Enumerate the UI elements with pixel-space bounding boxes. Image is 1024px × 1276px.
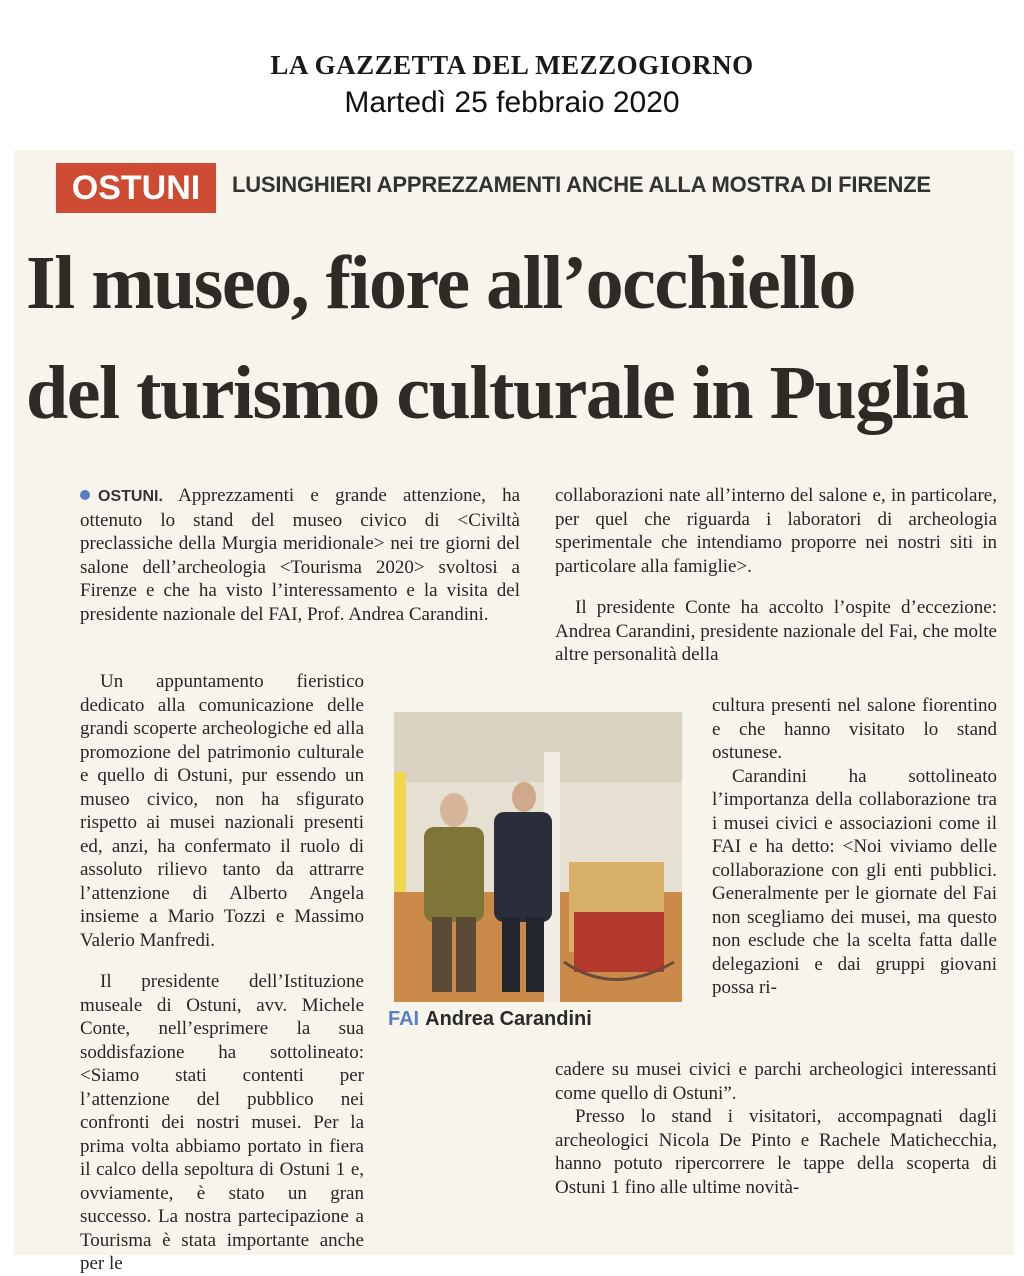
photo-caption bbox=[388, 1008, 592, 1031]
paragraph-3: Il presidente dell’Istituzione museale di Ostuni, avv. Michele Conte, nell’esprimere la sua soddisfazione ha sottolineato: <Siamo stati contenti per l’attenzione del pubblico nei confronti dei nostri musei. Per la prima volta abbiamo portato in fiera il calco della sepoltura di Ostuni 1 e, ovviamente, è stato un gran successo. La nostra partecipazione a Tourisma è stata importante anche per le bbox=[80, 971, 364, 1274]
paragraph-5: Carandini ha sottolineato l’importanza della collaborazione tra i musei civici e associazioni come il FAI e ha detto: <Noi viviamo delle collaborazione con gli enti pubblici. Generalmente per le giornate del Fai non scegliamo dei musei, ma questo non esclude che la scelta fatta dalle delegazioni e dai gruppi giovani possa ri- bbox=[712, 765, 997, 998]
paragraph-1 bbox=[80, 484, 520, 626]
column-left-narrow bbox=[80, 670, 364, 1276]
section-tag: OSTUNI bbox=[56, 163, 216, 213]
column-left-top bbox=[80, 484, 520, 626]
dateline: OSTUNI. bbox=[98, 488, 163, 505]
column-right-narrow bbox=[712, 694, 997, 1000]
headline-line-1: Il museo, fiore all’occhiello bbox=[26, 241, 855, 325]
paragraph-3-continued: collaborazioni nate all’interno del salone e, in particolare, per quel che riguarda i laboratori di archeologia sperimentale che intendiamo proporre nei nostri siti in particolare alla famiglie>. bbox=[555, 485, 997, 577]
headline-line-2: del turismo culturale in Puglia bbox=[26, 351, 968, 435]
paragraph-6: Presso lo stand i visitatori, accompagnati dagli archeologici Nicola De Pinto e Rachele Matichecchia, hanno potuto ripercorrere le tappe della scoperta di Ostuni 1 fino alle ultime novità- bbox=[555, 1106, 997, 1198]
publication-date: Martedì 25 febbraio 2020 bbox=[344, 86, 680, 119]
newspaper-masthead: LA GAZZETTA DEL MEZZOGIORNO bbox=[270, 50, 754, 80]
paragraph-5-continued: cadere su musei civici e parchi archeologici interessanti come quello di Ostuni”. bbox=[555, 1059, 997, 1104]
paragraph-1-text: Apprezzamenti e grande attenzione, ha ottenuto lo stand del museo civico di <Civiltà preclassiche della Murgia meridionale> nei tre giorni del salone dell’archeologia <Tourisma 2020> svoltosi a Firenze e che ha visto l’interessamento e la visita del presidente nazionale del FAI, Prof. Andrea Carandini. bbox=[80, 485, 520, 625]
column-right-top bbox=[555, 484, 997, 667]
column-right-bottom bbox=[555, 1058, 997, 1199]
caption-tag: FAI bbox=[388, 1008, 420, 1030]
photo-scene-icon bbox=[394, 712, 682, 1002]
kicker-headline: LUSINGHIERI APPREZZAMENTI ANCHE ALLA MOSTRA DI FIRENZE bbox=[232, 172, 931, 197]
article-photo bbox=[394, 712, 682, 1002]
caption-text: Andrea Carandini bbox=[425, 1008, 592, 1030]
paragraph-2: Un appuntamento fieristico dedicato alla comunicazione delle grandi scoperte archeologiche ed alla promozione del patrimonio culturale e quello di Ostuni, pur essendo un museo civico, non ha sfigurato rispetto ai musei nazionali presenti ed, anzi, ha confermato il ruolo di assoluto rilievo tanto da attrarre l’attenzione di Alberto Angela insieme a Mario Tozzi e Massimo Valerio Manfredi. bbox=[80, 671, 364, 951]
paragraph-4: Il presidente Conte ha accolto l’ospite d’eccezione: Andrea Carandini, presidente nazionale del Fai, che molte altre personalità della bbox=[555, 597, 997, 665]
bullet-icon bbox=[80, 490, 90, 500]
paragraph-4-continued: cultura presenti nel salone fiorentino e che hanno visitato lo stand ostunese. bbox=[712, 695, 997, 763]
